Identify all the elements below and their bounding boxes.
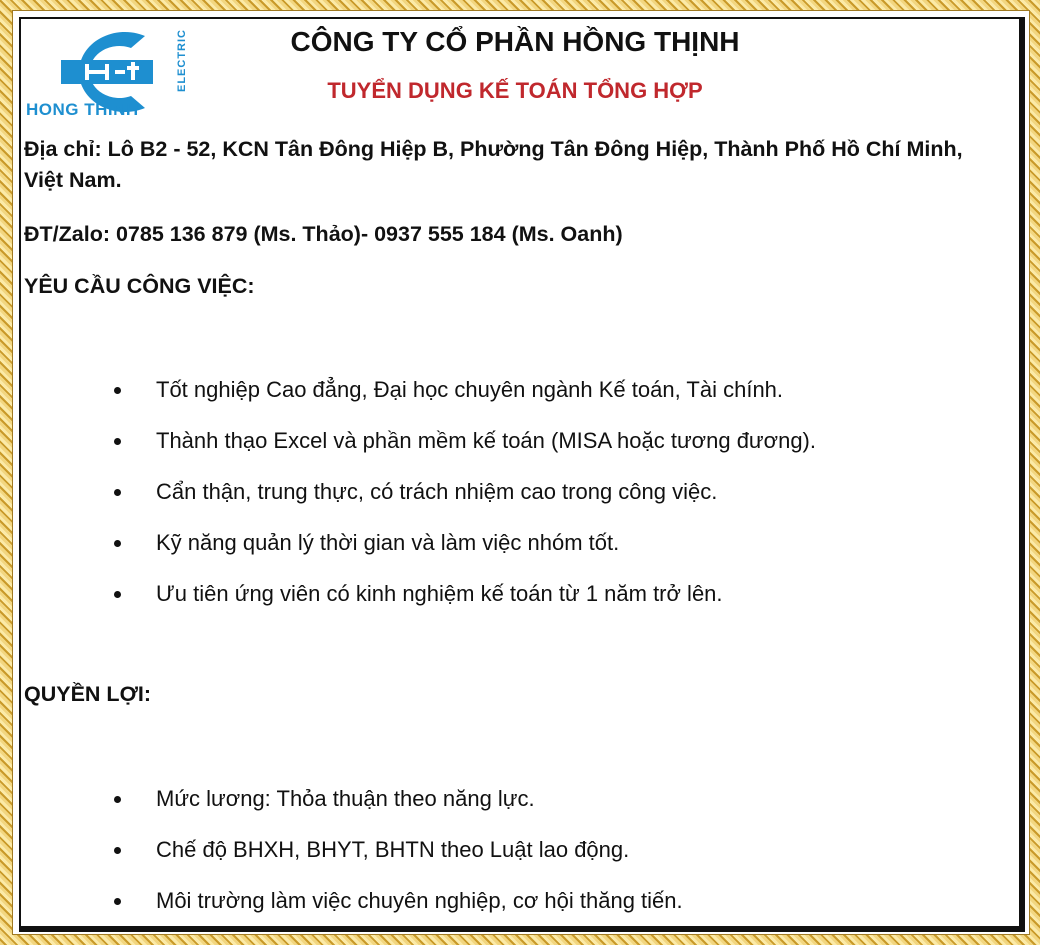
list-item: Tốt nghiệp Cao đẳng, Đại học chuyên ngành Kế toán, Tài chính. bbox=[108, 378, 816, 429]
company-name: CÔNG TY CỔ PHẦN HỒNG THỊNH bbox=[290, 26, 740, 57]
benefits-heading: QUYỀN LỢI: bbox=[24, 682, 152, 706]
logo-electric-text: ELECTRIC bbox=[176, 29, 188, 93]
benefits-list bbox=[108, 787, 683, 940]
bullet-icon bbox=[114, 489, 121, 496]
bullet-icon bbox=[114, 898, 121, 905]
list-item: Cẩn thận, trung thực, có trách nhiệm cao trong công việc. bbox=[108, 480, 816, 531]
job-title: TUYỂN DỤNG KẾ TOÁN TỔNG HỢP bbox=[327, 78, 703, 103]
bullet-icon bbox=[114, 438, 121, 445]
bullet-icon bbox=[114, 540, 121, 547]
list-item: Ưu tiên ứng viên có kinh nghiệm kế toán từ 1 năm trở lên. bbox=[108, 582, 816, 633]
bullet-icon bbox=[114, 847, 121, 854]
bullet-icon bbox=[114, 591, 121, 598]
contact-text: ĐT/Zalo: 0785 136 879 (Ms. Thảo)- 0937 555 184 (Ms. Oanh) bbox=[24, 222, 623, 246]
logo-brand-text: HONG THINH bbox=[26, 100, 139, 119]
address-text: Địa chỉ: Lô B2 - 52, KCN Tân Đông Hiệp B, Phường Tân Đông Hiệp, Thành Phố Hồ Chí Minh, Việt Nam. bbox=[24, 137, 963, 192]
list-item: Chế độ BHXH, BHYT, BHTN theo Luật lao động. bbox=[108, 838, 683, 889]
logo-mark: H-t bbox=[106, 121, 108, 122]
bullet-icon bbox=[114, 796, 121, 803]
requirements-heading: YÊU CẦU CÔNG VIỆC: bbox=[24, 274, 255, 298]
list-item: Môi trường làm việc chuyên nghiệp, cơ hội thăng tiến. bbox=[108, 889, 683, 940]
list-item: Thành thạo Excel và phần mềm kế toán (MISA hoặc tương đương). bbox=[108, 429, 816, 480]
list-item: Mức lương: Thỏa thuận theo năng lực. bbox=[108, 787, 683, 838]
bullet-icon bbox=[114, 387, 121, 394]
requirements-list bbox=[108, 378, 816, 633]
list-item: Kỹ năng quản lý thời gian và làm việc nhóm tốt. bbox=[108, 531, 816, 582]
